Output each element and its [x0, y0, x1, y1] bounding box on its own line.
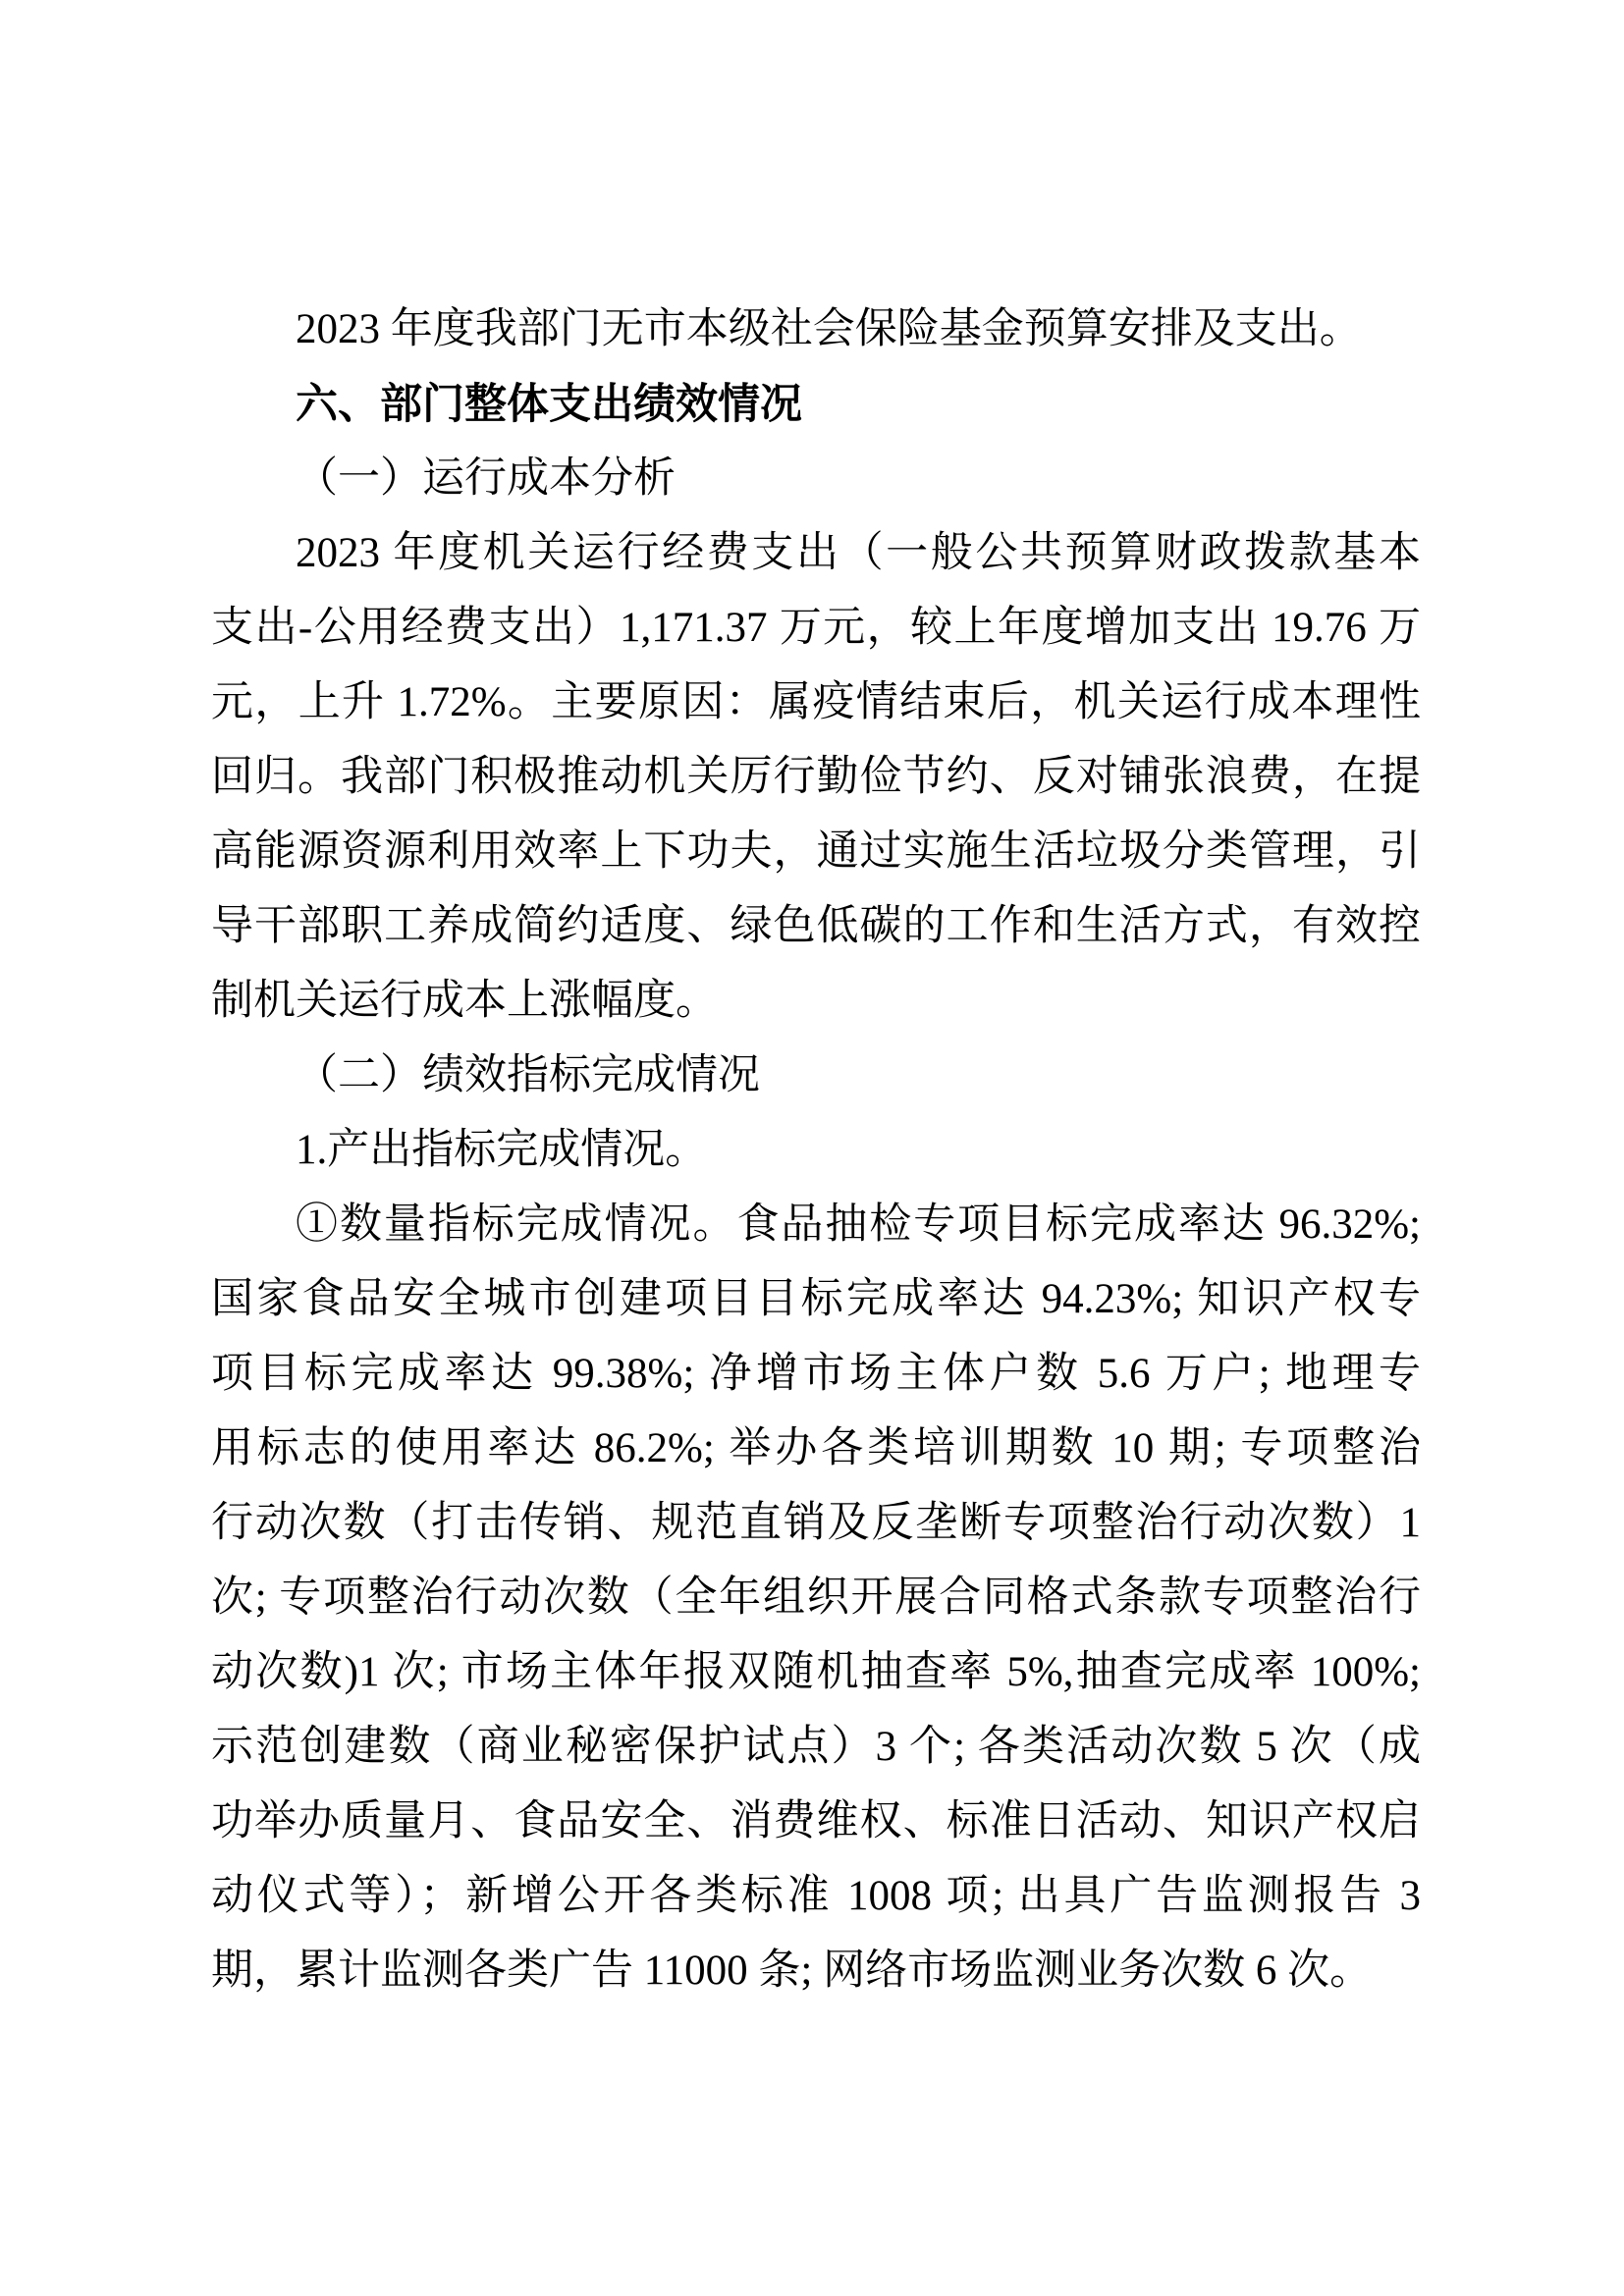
- text-line: 支出-公用经费支出）1,171.37 万元，较上年度增加支出 19.76 万: [211, 605, 1421, 651]
- paragraph: [211, 442, 1421, 516]
- paragraph: [211, 1113, 1421, 1188]
- text-line: 动仪式等）；新增公开各类标准 1008 项; 出具广告监测报告 3: [211, 1873, 1421, 1919]
- text-line: 1.产出指标完成情况。: [296, 1127, 708, 1173]
- text-line: 元，上升 1.72%。主要原因：属疫情结束后，机关运行成本理性: [211, 679, 1421, 725]
- text-line: 回归。我部门积极推动机关厉行勤俭节约、反对铺张浪费，在提: [211, 754, 1421, 800]
- text-line: 导干部职工养成简约适度、绿色低碳的工作和生活方式，有效控: [211, 903, 1421, 949]
- text-line: 用标志的使用率达 86.2%; 举办各类培训期数 10 期; 专项整治: [211, 1425, 1421, 1471]
- text-line: 国家食品安全城市创建项目目标完成率达 94.23%; 知识产权专: [211, 1276, 1421, 1322]
- text-block: [211, 293, 1421, 2008]
- text-line: ①数量指标完成情况。食品抽检专项目标完成率达 96.32%;: [296, 1201, 1421, 1248]
- text-line: 2023 年度机关运行经费支出（一般公共预算财政拨款基本: [296, 530, 1421, 576]
- text-line: 次; 专项整治行动次数（全年组织开展合同格式条款专项整治行: [211, 1575, 1421, 1621]
- text-line: 期，累计监测各类广告 11000 条; 网络市场监测业务次数 6 次。: [211, 1948, 1373, 1994]
- paragraph: [211, 516, 1421, 1039]
- text-line: （二）绩效指标完成情况: [296, 1052, 760, 1098]
- text-line: 2023 年度我部门无市本级社会保险基金预算安排及支出。: [296, 306, 1362, 352]
- paragraph: [211, 1039, 1421, 1113]
- paragraph: [211, 1188, 1421, 2008]
- paragraph: [211, 293, 1421, 367]
- text-line: 行动次数（打击传销、规范直销及反垄断专项整治行动次数）1: [211, 1500, 1421, 1546]
- text-line: 功举办质量月、食品安全、消费维权、标准日活动、知识产权启: [211, 1798, 1421, 1844]
- text-line: 动次数)1 次; 市场主体年报双随机抽查率 5%,抽查完成率 100%;: [211, 1649, 1421, 1695]
- text-line: 制机关运行成本上涨幅度。: [211, 978, 718, 1024]
- paragraph: [211, 367, 1421, 442]
- text-line: 高能源资源利用效率上下功夫，通过实施生活垃圾分类管理，引: [211, 828, 1421, 875]
- text-line: 项目标完成率达 99.38%; 净增市场主体户数 5.6 万户; 地理专: [211, 1351, 1421, 1397]
- text-line: 六、部门整体支出绩效情况: [296, 381, 802, 428]
- text-line: 示范创建数（商业秘密保护试点）3 个; 各类活动次数 5 次（成: [211, 1724, 1421, 1770]
- text-line: （一）运行成本分析: [296, 455, 676, 502]
